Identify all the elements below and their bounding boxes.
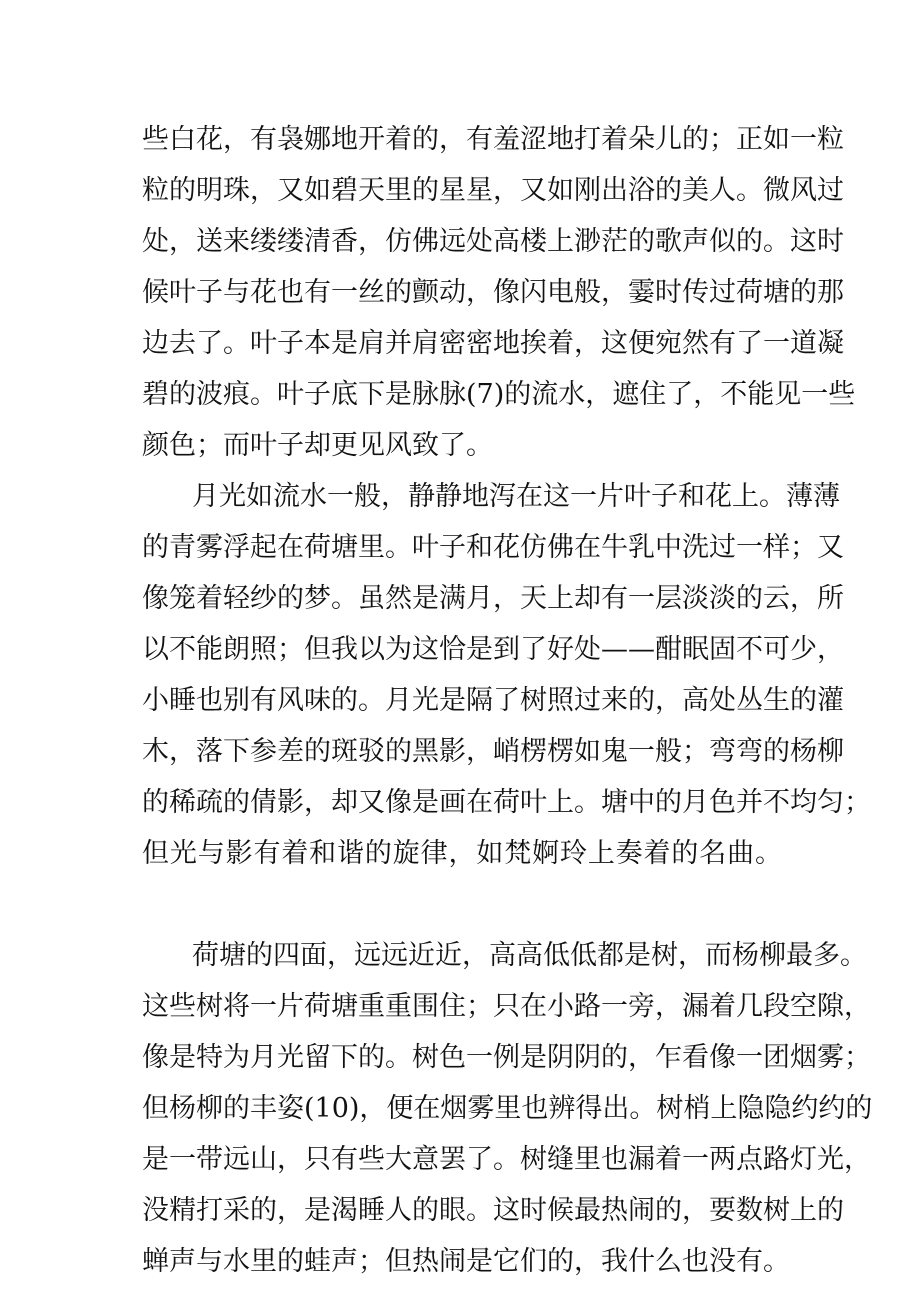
text-line: 处，送来缕缕清香，仿佛远处高楼上渺茫的歌声似的。这时 — [142, 226, 844, 257]
text-line — [142, 885, 782, 925]
text-line: 像笼着轻纱的梦。虽然是满月，天上却有一层淡淡的云，所 — [142, 583, 844, 614]
text-line: 是一带远山，只有些大意罢了。树缝里也漏着一两点路灯光， — [142, 1144, 871, 1175]
text-line: 颜色；而叶子却更见风致了。 — [142, 430, 493, 461]
text-line: 月光如流水一般，静静地泻在这一片叶子和花上。薄薄 — [192, 481, 840, 512]
text-line: 的稀疏的倩影，却又像是画在荷叶上。塘中的月色并不均匀； — [142, 787, 871, 818]
text-line: 蝉声与水里的蛙声；但热闹是它们的，我什么也没有。 — [142, 1246, 790, 1277]
text-line: 的青雾浮起在荷塘里。叶子和花仿佛在牛乳中洗过一样；又 — [142, 532, 844, 563]
text-line: 这些树将一片荷塘重重围住；只在小路一旁，漏着几段空隙， — [142, 991, 871, 1022]
text-line: 粒的明珠，又如碧天里的星星，又如刚出浴的美人。微风过 — [142, 175, 844, 206]
text-line: 碧的波痕。叶子底下是脉脉(7)的流水，遮住了，不能见一些 — [142, 379, 856, 410]
text-line: 荷塘的四面，远远近近，高高低低都是树，而杨柳最多。 — [192, 940, 867, 971]
text-line: 小睡也别有风味的。月光是隔了树照过来的，高处丛生的灌 — [142, 685, 844, 716]
text-line: 但杨柳的丰姿(10)，便在烟雾里也辨得出。树梢上隐隐约约的 — [142, 1093, 873, 1124]
text-line: 木，落下参差的斑驳的黑影，峭楞楞如鬼一般；弯弯的杨柳 — [142, 736, 844, 767]
text-line: 些白花，有袅娜地开着的，有羞涩地打着朵儿的；正如一粒 — [142, 124, 844, 155]
text-line: 以不能朗照；但我以为这恰是到了好处——酣眠固不可少， — [142, 634, 844, 665]
text-line: 但光与影有着和谐的旋律，如梵婀玲上奏着的名曲。 — [142, 838, 782, 869]
text-line: 边去了。叶子本是肩并肩密密地挨着，这便宛然有了一道凝 — [142, 328, 844, 359]
text-line: 没精打采的，是渴睡人的眼。这时候最热闹的，要数树上的 — [142, 1195, 844, 1226]
text-line: 像是特为月光留下的。树色一例是阴阴的，乍看像一团烟雾； — [142, 1042, 871, 1073]
text-line: 候叶子与花也有一丝的颤动，像闪电般，霎时传过荷塘的那 — [142, 277, 844, 308]
